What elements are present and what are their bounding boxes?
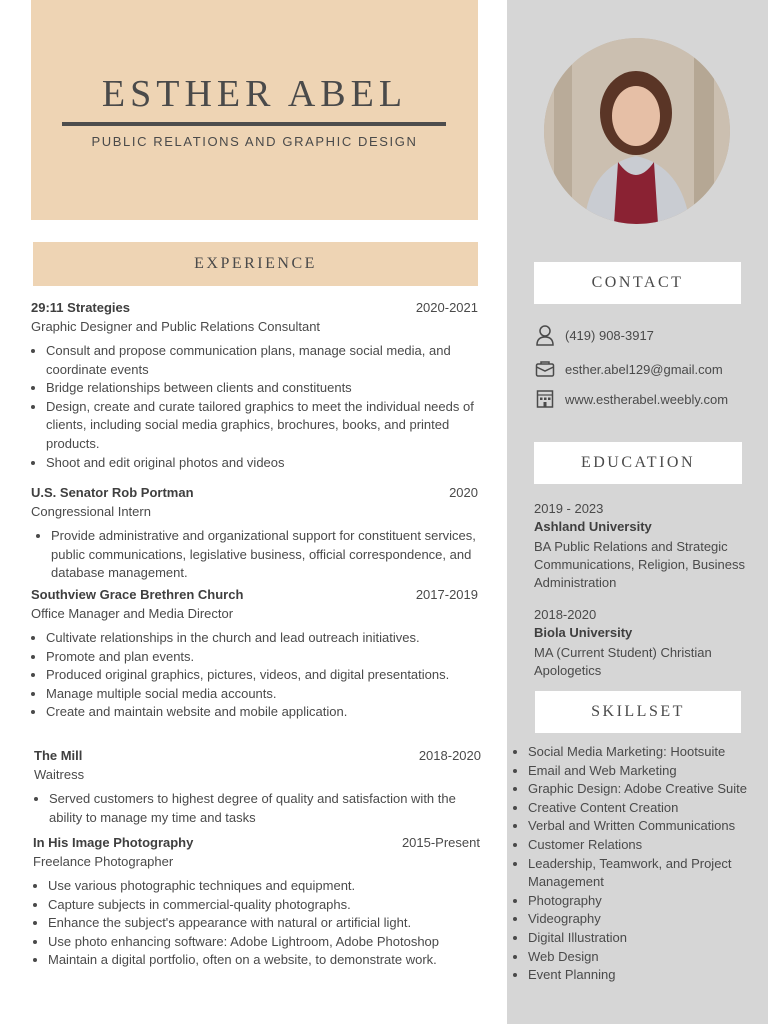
job-dates: 2018-2020 (418, 748, 481, 763)
job-entry (34, 748, 481, 827)
list-item: • Event Planning (528, 966, 768, 985)
list-item: • Provide administrative and organizational support for constituent services, public communications, legislative business, official correspondence, and database management. (51, 527, 478, 583)
list-item: • Maintain a digital portfolio, often on a website, to demonstrate work. (48, 951, 480, 970)
job-role: Freelance Photographer (33, 854, 174, 869)
job-bullets (31, 342, 478, 472)
job-company: Southview Grace Brethren Church (31, 587, 244, 602)
education-years: 2019 - 2023 (534, 501, 604, 516)
list-item: • Verbal and Written Communications (528, 817, 768, 836)
job-dates: 2015-Present (401, 835, 480, 850)
education-school: Ashland University (534, 519, 652, 534)
contact-website-text: www.estherabel.weebly.com (565, 391, 729, 407)
education-degree: BA Public Relations and Strategic Communications, Religion, Business Administration (534, 539, 745, 590)
list-item: • Produced original graphics, pictures, videos, and digital presentations. (46, 666, 478, 685)
list-item: • Email and Web Marketing (528, 762, 768, 781)
list-item: • Leadership, Teamwork, and Project Management (528, 855, 768, 892)
list-item: • Shoot and edit original photos and videos (46, 454, 478, 473)
job-role: Congressional Intern (31, 504, 151, 519)
job-entry (31, 485, 478, 583)
job-role: Waitress (34, 767, 85, 782)
job-bullets (31, 629, 478, 722)
job-dates: 2020 (449, 485, 478, 500)
list-item: • Use various photographic techniques and equipment. (48, 877, 480, 896)
list-item: • Consult and propose communication plans, manage social media, and coordinate events (46, 342, 478, 379)
contact-phone-text: (419) 908-3917 (565, 327, 654, 343)
contact-website[interactable] (534, 388, 728, 410)
job-dates: 2017-2019 (415, 587, 478, 602)
list-item: • Creative Content Creation (528, 799, 768, 818)
job-role: Graphic Designer and Public Relations Consultant (31, 319, 321, 334)
education-entry (534, 606, 754, 680)
list-item: • Use photo enhancing software: Adobe Lightroom, Adobe Photoshop (48, 933, 480, 952)
envelope-icon (534, 358, 556, 380)
list-item: • Promote and plan events. (46, 648, 478, 667)
name-divider (62, 122, 446, 126)
contact-email[interactable] (534, 358, 723, 380)
job-role: Office Manager and Media Director (31, 606, 234, 621)
list-item: • Enhance the subject's appearance with natural or artificial light. (48, 914, 480, 933)
education-heading: EDUCATION (534, 442, 742, 484)
job-company: In His Image Photography (33, 835, 194, 850)
list-item: • Videography (528, 910, 768, 929)
profile-photo (544, 38, 730, 224)
candidate-subtitle: PUBLIC RELATIONS AND GRAPHIC DESIGN (91, 134, 418, 149)
education-years: 2018-2020 (534, 607, 597, 622)
list-item: • Bridge relationships between clients and constituents (46, 379, 478, 398)
list-item: • Web Design (528, 948, 768, 967)
skillset-heading: SKILLSET (535, 691, 741, 733)
job-company: 29:11 Strategies (31, 300, 131, 315)
list-item: • Manage multiple social media accounts. (46, 685, 478, 704)
list-item: • Graphic Design: Adobe Creative Suite (528, 780, 768, 799)
job-bullets (33, 877, 480, 970)
job-entry (31, 300, 478, 472)
experience-heading: EXPERIENCE (33, 242, 478, 286)
education-school: Biola University (534, 625, 633, 640)
education-entry (534, 500, 754, 592)
list-item: • Digital Illustration (528, 929, 768, 948)
building-icon (534, 388, 556, 410)
list-item: • Capture subjects in commercial-quality photographs. (48, 896, 480, 915)
person-icon (534, 324, 556, 346)
list-item: • Customer Relations (528, 836, 768, 855)
contact-phone (534, 324, 654, 346)
candidate-name: ESTHER ABEL (101, 73, 408, 115)
job-bullets (34, 790, 481, 827)
job-company: The Mill (34, 748, 83, 763)
list-item: • Create and maintain website and mobile application. (46, 703, 478, 722)
skills-list (511, 743, 768, 985)
list-item: • Photography (528, 892, 768, 911)
education-degree: MA (Current Student) Christian Apologetics (534, 645, 712, 678)
contact-heading: CONTACT (534, 262, 741, 304)
list-item: • Social Media Marketing: Hootsuite (528, 743, 768, 762)
job-dates: 2020-2021 (415, 300, 478, 315)
list-item: • Design, create and curate tailored graphics to meet the individual needs of clients, including social media graphics, brochures, books, and printed products. (46, 398, 478, 454)
job-bullets (31, 527, 478, 583)
job-company: U.S. Senator Rob Portman (31, 485, 194, 500)
job-entry (33, 835, 480, 970)
contact-email-text: esther.abel129@gmail.com (565, 361, 723, 377)
job-entry (31, 587, 478, 722)
list-item: • Cultivate relationships in the church and lead outreach initiatives. (46, 629, 478, 648)
list-item: • Served customers to highest degree of quality and satisfaction with the ability to manage my time and tasks (49, 790, 481, 827)
